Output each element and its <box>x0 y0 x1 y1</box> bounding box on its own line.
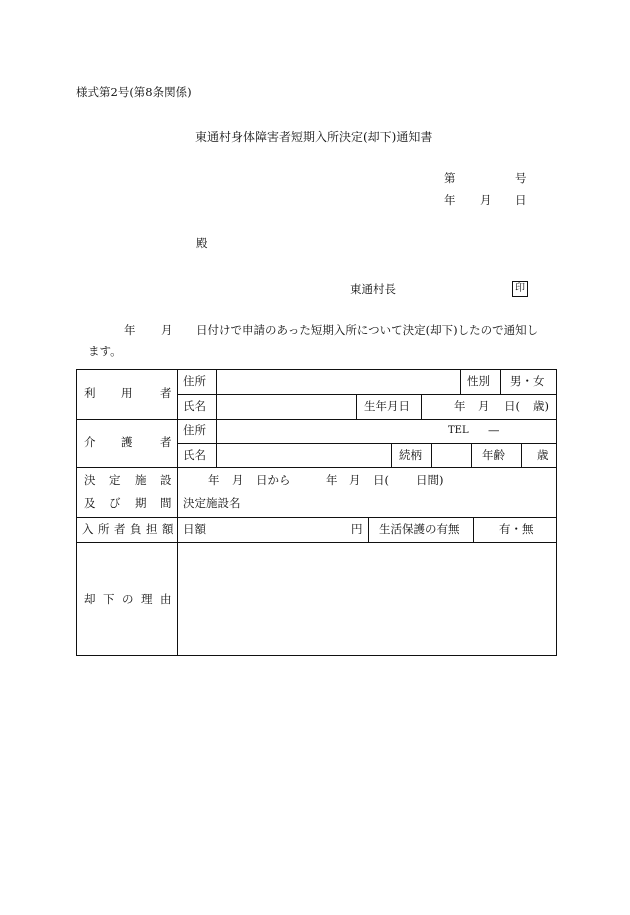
caregiver-heading-2: 護 <box>121 435 133 449</box>
body-month: 月 <box>161 323 173 337</box>
birthdate-month: 月 <box>478 399 490 413</box>
doc-number-suffix: 号 <box>515 171 527 185</box>
form-number: 様式第2号(第8条関係) <box>76 85 192 99</box>
facility-heading-2-3: 期 <box>135 496 147 510</box>
burden-heading-5: 担 <box>146 522 158 536</box>
burden-heading-2: 所 <box>98 522 110 536</box>
facility-heading-2-1: 及 <box>84 496 96 510</box>
date-day: 日 <box>515 193 527 207</box>
yen-unit: 円 <box>351 522 363 536</box>
document-title: 東通村身体障害者短期入所決定(却下)通知書 <box>195 130 433 144</box>
caregiver-tel-dash: — <box>488 423 500 437</box>
caregiver-age-label: 年齢 <box>482 448 505 462</box>
facility-heading-2-4: 間 <box>160 496 172 510</box>
burden-heading-3: 者 <box>114 522 126 536</box>
body-text-line2: ます。 <box>88 344 122 358</box>
welfare-options: 有・無 <box>499 522 534 536</box>
user-heading-2: 用 <box>121 386 133 400</box>
notification-table <box>76 369 557 656</box>
doc-number-prefix: 第 <box>444 171 456 185</box>
burden-heading-6: 額 <box>162 522 174 536</box>
burden-heading-1: 入 <box>82 522 94 536</box>
date-month: 月 <box>480 193 492 207</box>
caregiver-relation-label: 続柄 <box>399 448 422 462</box>
period-start-day: 日から <box>256 473 291 487</box>
daily-amount-label: 日額 <box>183 522 206 536</box>
user-gender-label: 性別 <box>467 374 490 388</box>
user-heading-1: 利 <box>84 386 96 400</box>
facility-heading-1-3: 施 <box>135 473 147 487</box>
reason-heading-4: 理 <box>141 592 153 606</box>
caregiver-heading-1: 介 <box>84 435 96 449</box>
reason-heading-5: 由 <box>160 592 172 606</box>
facility-heading-1-4: 設 <box>160 473 172 487</box>
caregiver-address-label: 住所 <box>183 423 206 437</box>
reason-heading-3: の <box>122 592 134 606</box>
period-end-day: 日( <box>373 473 389 487</box>
facility-heading-1-1: 決 <box>84 473 96 487</box>
addressee-honorific: 殿 <box>196 236 208 250</box>
caregiver-name-label: 氏名 <box>183 448 206 462</box>
seal-mark: 印 <box>512 281 528 297</box>
birthdate-day: 日( <box>504 399 520 413</box>
caregiver-heading-3: 者 <box>160 435 172 449</box>
caregiver-tel-label: TEL <box>448 425 469 436</box>
period-end-year: 年 <box>326 473 338 487</box>
period-start-month: 月 <box>232 473 244 487</box>
birthdate-year: 年 <box>454 399 466 413</box>
period-days: 日間) <box>416 473 444 487</box>
body-year: 年 <box>124 323 136 337</box>
issuer-name: 東通村長 <box>350 282 396 296</box>
reason-heading-2: 下 <box>103 592 115 606</box>
user-name-label: 氏名 <box>183 399 206 413</box>
reason-heading-1: 却 <box>84 592 96 606</box>
facility-name-label: 決定施設名 <box>183 496 241 510</box>
user-heading-3: 者 <box>160 386 172 400</box>
facility-heading-1-2: 定 <box>109 473 121 487</box>
user-gender-options: 男・女 <box>510 374 545 388</box>
burden-heading-4: 負 <box>130 522 142 536</box>
caregiver-age-unit: 歳 <box>537 448 549 462</box>
user-address-label: 住所 <box>183 374 206 388</box>
facility-heading-2-2: び <box>109 496 121 510</box>
birthdate-age: 歳) <box>533 399 549 413</box>
body-text-line1: 日付けで申請のあった短期入所について決定(却下)したので通知し <box>196 323 539 337</box>
date-year: 年 <box>444 193 456 207</box>
period-end-month: 月 <box>349 473 361 487</box>
user-birthdate-label: 生年月日 <box>364 399 410 413</box>
period-start-year: 年 <box>208 473 220 487</box>
welfare-label: 生活保護の有無 <box>379 522 460 536</box>
